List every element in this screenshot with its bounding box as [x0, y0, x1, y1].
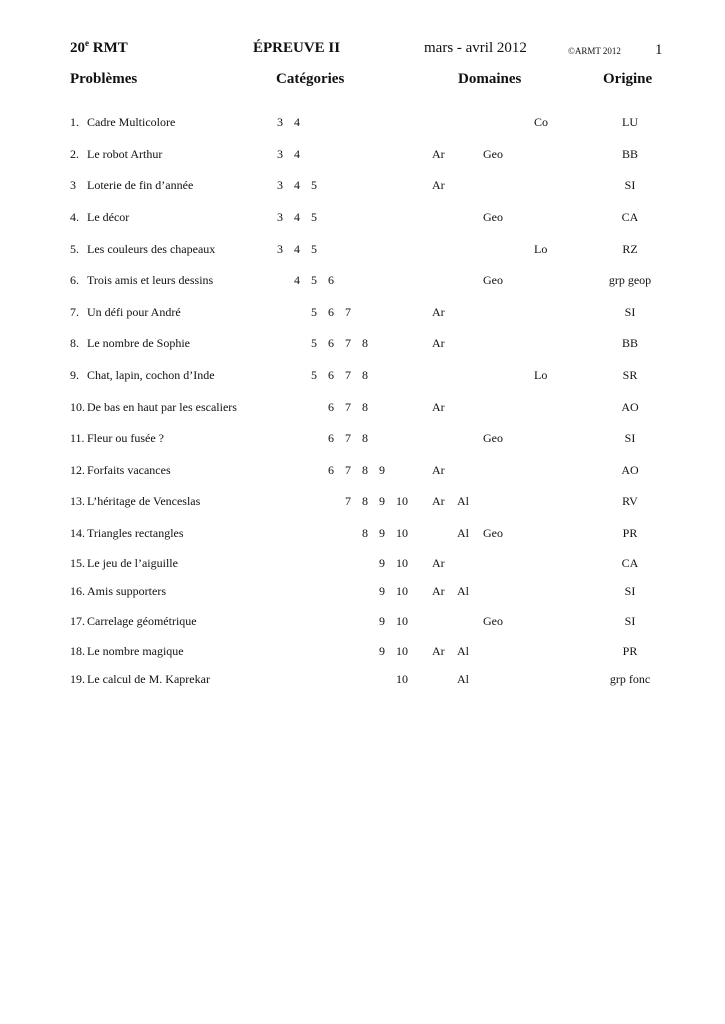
problem-number: 19.: [70, 672, 85, 686]
domain-geo: Geo: [483, 614, 503, 628]
domain-geo: Geo: [483, 273, 503, 287]
problem-row: [0, 273, 725, 289]
category-cell: 8: [362, 494, 368, 508]
category-cell: 5: [311, 242, 317, 256]
origin-code: grp fonc: [609, 672, 651, 686]
problem-number: 10.: [70, 400, 85, 414]
problem-number: 3: [70, 178, 76, 192]
problem-number: 5.: [70, 242, 79, 256]
origin-code: CA: [621, 556, 639, 570]
problem-row: [0, 368, 725, 384]
problem-title: Cadre Multicolore: [87, 115, 176, 129]
category-cell: 4: [294, 115, 300, 129]
origin-code: BB: [621, 147, 638, 161]
problem-row: [0, 336, 725, 352]
problem-number: 17.: [70, 614, 85, 628]
category-cell: 7: [345, 494, 351, 508]
origin-code: RV: [622, 494, 638, 508]
category-cell: 3: [277, 178, 283, 192]
category-cell: 7: [345, 400, 351, 414]
exam-date: mars - avril 2012: [424, 40, 527, 56]
domain-al: Al: [457, 644, 469, 658]
domain-geo: Geo: [483, 210, 503, 224]
domain-ar: Ar: [432, 400, 445, 414]
origin-code: RZ: [622, 242, 638, 256]
problem-title: Les couleurs des chapeaux: [87, 242, 216, 256]
domain-ar: Ar: [432, 178, 445, 192]
domain-ar: Ar: [432, 494, 445, 508]
category-cell: 8: [362, 463, 368, 477]
problem-number: 7.: [70, 305, 79, 319]
category-cell: 7: [345, 463, 351, 477]
problem-row: [0, 242, 725, 258]
category-cell: 3: [277, 147, 283, 161]
domain-ar: Ar: [432, 584, 445, 598]
domain-ar: Ar: [432, 336, 445, 350]
origin-code: CA: [621, 210, 639, 224]
problem-row: [0, 115, 725, 131]
category-cell: 3: [277, 115, 283, 129]
category-cell: 5: [311, 368, 317, 382]
origin-code: LU: [622, 115, 638, 129]
problem-number: 12.: [70, 463, 85, 477]
category-cell: 4: [294, 210, 300, 224]
problem-number: 13.: [70, 494, 85, 508]
problem-row: [0, 556, 725, 572]
problem-title: Le nombre de Sophie: [87, 336, 190, 350]
category-cell: 5: [311, 210, 317, 224]
problem-row: [0, 672, 725, 688]
category-cell: 10: [396, 526, 408, 540]
problem-row: [0, 494, 725, 510]
page-number: 1: [655, 42, 663, 58]
col-header-categories: Catégories: [276, 71, 345, 87]
category-cell: 9: [379, 526, 385, 540]
origin-code: AO: [621, 400, 639, 414]
category-cell: 6: [328, 431, 334, 445]
problem-number: 9.: [70, 368, 79, 382]
domain-al: Al: [457, 526, 469, 540]
origin-code: SI: [624, 614, 636, 628]
category-cell: 8: [362, 400, 368, 414]
problem-title: Trois amis et leurs dessins: [87, 273, 214, 287]
category-cell: 7: [345, 305, 351, 319]
category-cell: 8: [362, 431, 368, 445]
category-cell: 8: [362, 368, 368, 382]
domain-ar: Ar: [432, 644, 445, 658]
problem-number: 15.: [70, 556, 85, 570]
category-cell: 9: [379, 614, 385, 628]
category-cell: 8: [362, 336, 368, 350]
problem-row: [0, 431, 725, 447]
domain-geo: Geo: [483, 147, 503, 161]
category-cell: 4: [294, 273, 300, 287]
col-header-domains: Domaines: [458, 71, 522, 87]
problem-title: Fleur ou fusée ?: [87, 431, 164, 445]
problem-row: [0, 400, 725, 416]
problem-row: [0, 644, 725, 660]
problem-title: Le jeu de l’aiguille: [87, 556, 178, 570]
problem-number: 1.: [70, 115, 79, 129]
category-cell: 7: [345, 336, 351, 350]
category-cell: 3: [277, 210, 283, 224]
category-cell: 5: [311, 336, 317, 350]
domain-ar: Ar: [432, 305, 445, 319]
problem-title: Le calcul de M. Kaprekar: [87, 672, 210, 686]
col-header-origin: Origine: [603, 71, 653, 87]
category-cell: 8: [362, 526, 368, 540]
problem-number: 11.: [70, 431, 85, 445]
problem-title: Chat, lapin, cochon d’Inde: [87, 368, 215, 382]
category-cell: 9: [379, 494, 385, 508]
edition-title: 20e RMT: [70, 38, 128, 56]
problem-title: Forfaits vacances: [87, 463, 171, 477]
domain-geo: Geo: [483, 526, 503, 540]
problem-title: Carrelage géométrique: [87, 614, 197, 628]
problem-number: 16.: [70, 584, 85, 598]
category-cell: 9: [379, 644, 385, 658]
category-cell: 6: [328, 273, 334, 287]
domain-al: Al: [457, 672, 469, 686]
problem-number: 6.: [70, 273, 79, 287]
domain-lo-co: Lo: [534, 368, 548, 382]
origin-code: BB: [621, 336, 638, 350]
problem-title: Le décor: [87, 210, 130, 224]
problem-title: Amis supporters: [87, 584, 166, 598]
category-cell: 5: [311, 305, 317, 319]
copyright: ©ARMT 2012: [568, 46, 621, 56]
category-cell: 4: [294, 178, 300, 192]
domain-al: Al: [457, 494, 469, 508]
category-cell: 6: [328, 463, 334, 477]
problem-row: [0, 526, 725, 542]
category-cell: 3: [277, 242, 283, 256]
category-cell: 6: [328, 400, 334, 414]
domain-lo-co: Lo: [534, 242, 548, 256]
domain-ar: Ar: [432, 463, 445, 477]
origin-code: AO: [621, 463, 639, 477]
category-cell: 9: [379, 463, 385, 477]
epreuve-title: ÉPREUVE II: [253, 40, 341, 56]
problem-title: Un défi pour André: [87, 305, 181, 319]
category-cell: 10: [396, 644, 408, 658]
category-cell: 4: [294, 147, 300, 161]
problem-row: [0, 178, 725, 194]
problem-row: [0, 210, 725, 226]
domain-ar: Ar: [432, 147, 445, 161]
category-cell: 5: [311, 178, 317, 192]
problem-row: [0, 614, 725, 630]
problem-row: [0, 147, 725, 163]
category-cell: 10: [396, 584, 408, 598]
category-cell: 10: [396, 494, 408, 508]
problem-number: 2.: [70, 147, 79, 161]
problem-title: Triangles rectangles: [87, 526, 184, 540]
domain-lo-co: Co: [534, 115, 549, 129]
category-cell: 6: [328, 336, 334, 350]
problem-title: Loterie de fin d’année: [87, 178, 194, 192]
category-cell: 10: [396, 556, 408, 570]
problem-title: De bas en haut par les escaliers: [87, 400, 237, 414]
category-cell: 5: [311, 273, 317, 287]
origin-code: SI: [624, 305, 636, 319]
origin-code: SI: [624, 584, 636, 598]
category-cell: 4: [294, 242, 300, 256]
col-header-problems: Problèmes: [70, 71, 138, 87]
problem-title: L’héritage de Venceslas: [87, 494, 201, 508]
domain-ar: Ar: [432, 556, 445, 570]
problem-number: 8.: [70, 336, 79, 350]
category-cell: 6: [328, 305, 334, 319]
origin-code: PR: [622, 644, 638, 658]
problem-number: 14.: [70, 526, 85, 540]
category-cell: 7: [345, 431, 351, 445]
category-cell: 9: [379, 556, 385, 570]
domain-geo: Geo: [483, 431, 503, 445]
problem-number: 4.: [70, 210, 79, 224]
origin-code: PR: [622, 526, 638, 540]
category-cell: 10: [396, 672, 408, 686]
origin-code: SI: [624, 178, 636, 192]
problem-row: [0, 463, 725, 479]
category-cell: 7: [345, 368, 351, 382]
problem-row: [0, 584, 725, 600]
category-cell: 6: [328, 368, 334, 382]
origin-code: SR: [622, 368, 638, 382]
problem-number: 18.: [70, 644, 85, 658]
category-cell: 10: [396, 614, 408, 628]
domain-al: Al: [457, 584, 469, 598]
origin-code: SI: [624, 431, 636, 445]
problem-row: [0, 305, 725, 321]
category-cell: 9: [379, 584, 385, 598]
problem-title: Le nombre magique: [87, 644, 184, 658]
problem-title: Le robot Arthur: [87, 147, 163, 161]
origin-code: grp geop: [608, 273, 652, 287]
